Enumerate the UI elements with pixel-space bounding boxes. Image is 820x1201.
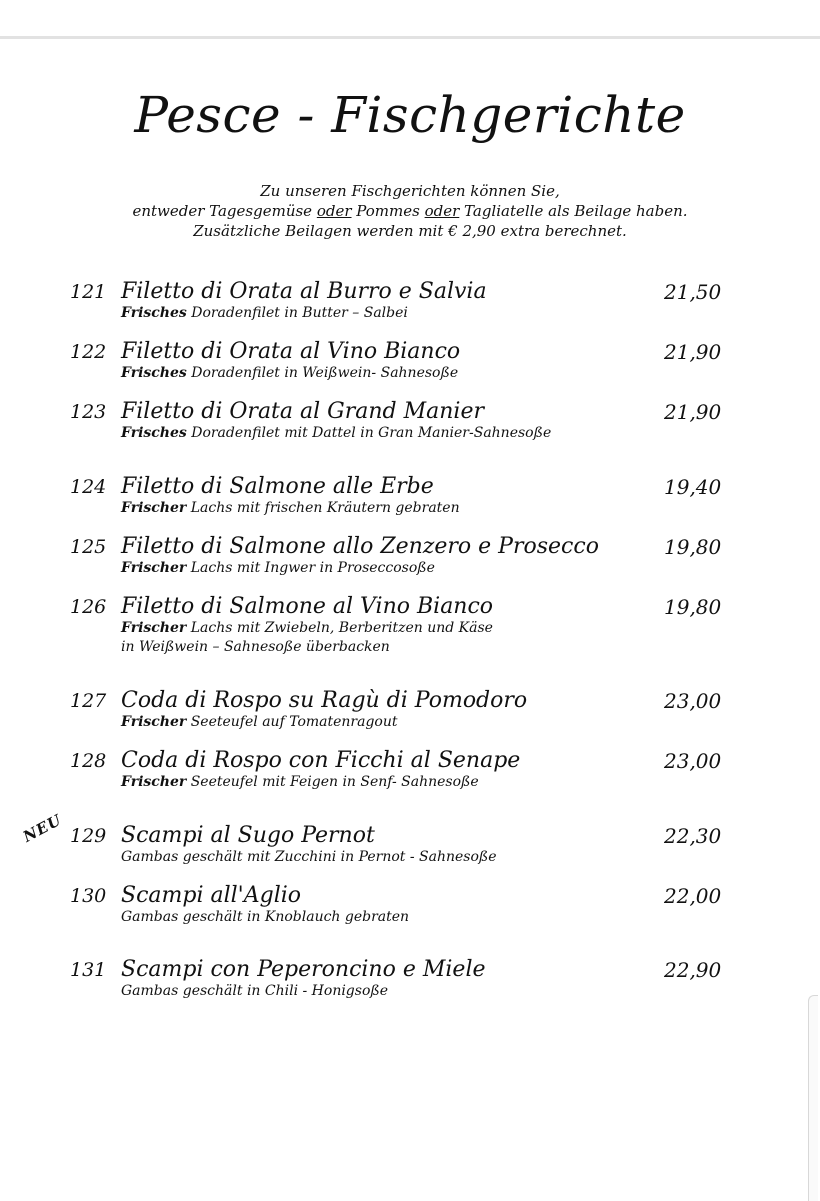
dish-price: 22,90 [664, 958, 722, 982]
dish-description: Gambas geschält mit Zucchini in Pernot - Sahnesoße [121, 849, 497, 865]
dish-name: Filetto di Orata al Vino Bianco [121, 339, 461, 364]
intro-line-3: Zusätzliche Beilagen werden mit € 2,90 extra berechnet. [193, 222, 627, 240]
dish-name: Scampi all'Aglio [121, 883, 302, 908]
dish-description: Frischer Lachs mit Ingwer in Proseccosoße [121, 560, 435, 576]
dish-name: Scampi al Sugo Pernot [121, 823, 375, 848]
dish-price: 21,90 [664, 400, 722, 424]
dish-price: 22,00 [664, 884, 722, 908]
dish-description: Frisches Doradenfilet in Weißwein- Sahnesoße [121, 365, 459, 381]
dish-name: Filetto di Salmone alle Erbe [121, 474, 434, 499]
dish-name: Coda di Rospo su Ragù di Pomodoro [121, 688, 528, 713]
dish-description: Frisches Doradenfilet in Butter – Salbei [121, 305, 408, 321]
page-title: Pesce - Fischgerichte [134, 86, 686, 144]
dish-number: 122 [70, 341, 107, 363]
dish-description: Frisches Doradenfilet mit Dattel in Gran Manier-Sahnesoße [121, 425, 552, 441]
dish-price: 21,50 [664, 280, 722, 304]
dish-description: Frischer Seeteufel auf Tomatenragout [121, 714, 398, 730]
dish-price: 19,80 [664, 595, 722, 619]
dish-name: Scampi con Peperoncino e Miele [121, 957, 486, 982]
dish-number: 125 [70, 536, 107, 558]
intro-line-1: Zu unseren Fischgerichten können Sie, [260, 182, 560, 200]
dish-price: 23,00 [664, 689, 722, 713]
dish-price: 19,80 [664, 535, 722, 559]
new-badge: NEU [20, 810, 65, 846]
dish-description: Frischer Lachs mit Zwiebeln, Berberitzen und Käse in Weißwein – Sahnesoße überbacken [121, 620, 493, 655]
dish-description: Gambas geschält in Knoblauch gebraten [121, 909, 410, 925]
dish-description: Gambas geschält in Chili - Honigsoße [121, 983, 389, 999]
dish-name: Filetto di Salmone al Vino Bianco [121, 594, 494, 619]
dish-name: Filetto di Orata al Burro e Salvia [121, 279, 487, 304]
dish-number: 127 [70, 690, 107, 712]
dish-description: Frischer Seeteufel mit Feigen in Senf- Sahnesoße [121, 774, 479, 790]
dish-number: 128 [70, 750, 107, 772]
dish-price: 19,40 [664, 475, 722, 499]
dish-description: Frischer Lachs mit frischen Kräutern gebraten [121, 500, 460, 516]
dish-number: 126 [70, 596, 107, 618]
dish-name: Filetto di Orata al Grand Manier [121, 399, 484, 424]
dish-number: 131 [70, 959, 107, 981]
dish-number: 130 [70, 885, 107, 907]
dish-name: Filetto di Salmone allo Zenzero e Prosecco [121, 534, 599, 559]
dish-number: 123 [70, 401, 107, 423]
dish-price: 21,90 [664, 340, 722, 364]
dish-name: Coda di Rospo con Ficchi al Senape [121, 748, 521, 773]
dish-price: 23,00 [664, 749, 722, 773]
dish-number: 129 [70, 825, 107, 847]
dish-price: 22,30 [664, 824, 722, 848]
dish-number: 124 [70, 476, 107, 498]
intro-line-2: entweder Tagesgemüse oder Pommes oder Tagliatelle als Beilage haben. [132, 202, 688, 220]
dish-number: 121 [70, 281, 107, 303]
